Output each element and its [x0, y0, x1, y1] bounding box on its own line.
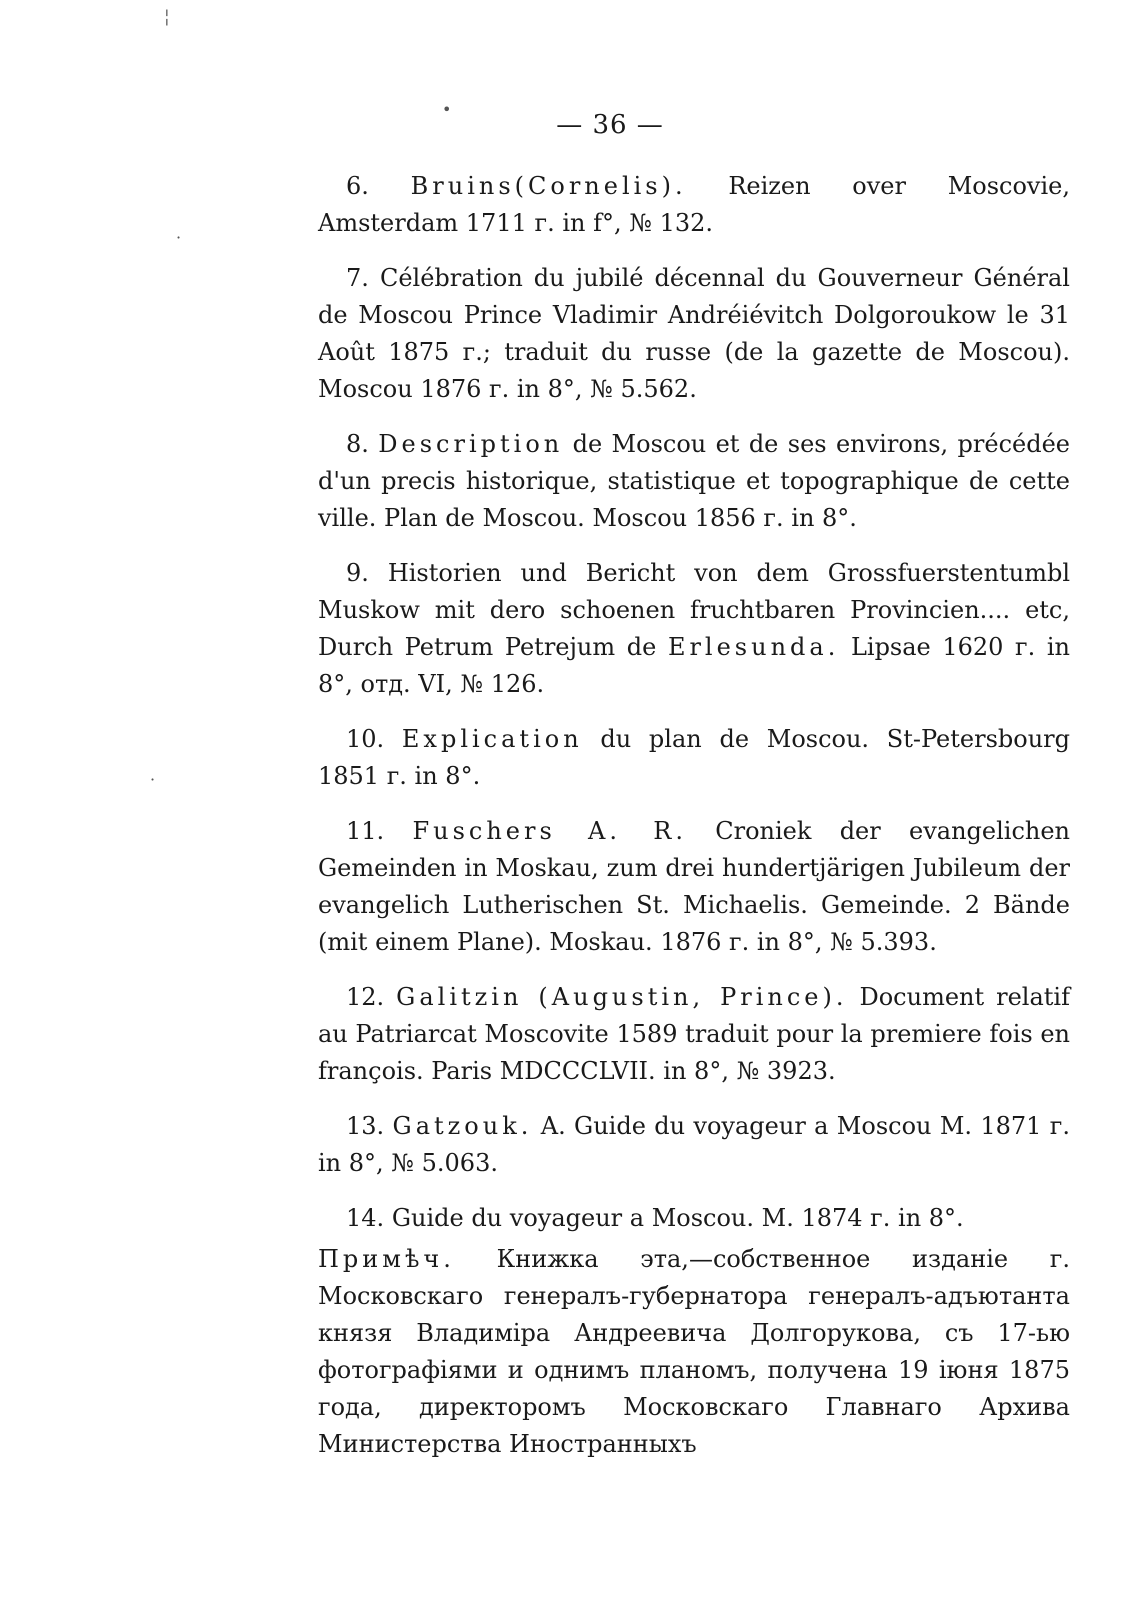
entry-author: Description: [378, 430, 564, 458]
entry-12: [318, 979, 1070, 1090]
entry-text: Célébration du jubilé décennal du Gouverneur Général de Moscou Prince Vladimir Andréiévitch Dolgoroukow le 31 Août 1875 г.; traduit du russe (de la gazette de Moscou). Moscou 1876 г. in 8°, № 5.562.: [318, 264, 1070, 403]
entry-11: [318, 813, 1070, 961]
entry-text: Croniek der evangelichen Gemeinden in Moskau, zum drei hundertjärigen Jubileum der evangelich Lutherischen St. Michaelis. Gemeinde. 2 Bände (mit einem Plane). Moskau. 1876 г. in 8°, № 5.393.: [318, 817, 1071, 956]
entry-number: 11.: [346, 817, 385, 845]
entry-number: 10.: [346, 725, 385, 753]
entry-7: [318, 260, 1070, 408]
entry-13: [318, 1108, 1070, 1182]
entry-6: [318, 168, 1070, 242]
entry-number: 13.: [346, 1112, 385, 1140]
entry-text: Historien und Bericht von dem Grossfuerstentumbl Muskow mit dero schoenen fruchtbaren Provincien.... etc, Durch Petrum Petrejum de: [318, 559, 1070, 661]
scan-speck: ·: [150, 770, 156, 789]
entry-text: de Moscou et de ses environs, précédée d'un precis historique, statistique et topographique de cette ville. Plan de Moscou. Moscou 1856 г. in 8°.: [318, 430, 1070, 532]
page-number: — 36 —: [556, 110, 664, 140]
scan-speck: ·: [176, 228, 182, 247]
entry-number: 8.: [346, 430, 369, 458]
note-text: Книжка эта,—собственное изданіе г. Московскаго генералъ-губернатора генералъ-адъютанта князя Владиміра Андреевича Долгорукова, съ 17-ью фотографіями и однимъ планомъ, получена 19 іюня 1875 года, директоромъ Московскаго Главнаго Архива Министерства Иностранныхъ: [318, 1245, 1070, 1458]
bibliography-list: [318, 168, 1070, 1481]
entry-author: Erlesunda.: [667, 633, 840, 661]
entry-number: 9.: [346, 559, 369, 587]
entry-number: 7.: [346, 264, 369, 292]
entry-10: [318, 721, 1070, 795]
scan-speck: ╎: [162, 8, 172, 27]
entry-9: [318, 555, 1070, 703]
entry-text: A. Guide du voyageur a Moscou M. 1871 г. in 8°, № 5.063.: [318, 1112, 1070, 1177]
entry-text: du plan de Moscou. St-Petersbourg 1851 г. in 8°.: [318, 725, 1070, 790]
note-label: Примѣч.: [318, 1245, 455, 1273]
editorial-note: [318, 1241, 1070, 1463]
entry-text: Guide du voyageur a Moscou. M. 1874 г. in 8°.: [391, 1204, 964, 1232]
entry-8: [318, 426, 1070, 537]
entry-text: Reizen over Moscovie, Amsterdam 1711 г. in f°, № 132.: [318, 172, 1070, 237]
entry-author: Bruins(Cornelis).: [410, 172, 687, 200]
entry-author: Gatzouk.: [392, 1112, 533, 1140]
entry-author: Explication: [401, 725, 583, 753]
entry-text-continued: Lipsae 1620 г. in 8°, отд. VI, № 126.: [318, 633, 1070, 698]
entry-text: Document relatif au Patriarcat Moscovite 1589 traduit pour la premiere fois en françois. Paris MDCCCLVII. in 8°, № 3923.: [318, 983, 1070, 1085]
entry-number: 14.: [346, 1204, 385, 1232]
entry-14: [318, 1200, 1070, 1237]
entry-author: Galitzin (Augustin, Prince).: [396, 983, 848, 1011]
entry-author: Fuschers A. R.: [412, 817, 687, 845]
entry-number: 6.: [346, 172, 369, 200]
entry-number: 12.: [346, 983, 385, 1011]
scan-speck: •: [442, 100, 452, 119]
